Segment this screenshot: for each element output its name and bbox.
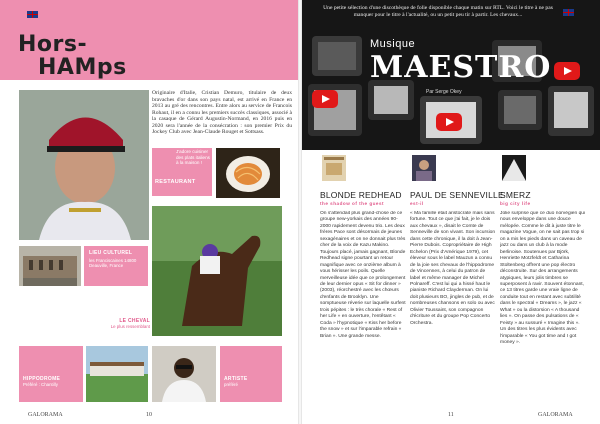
artist-3-name: SMERZ bbox=[500, 190, 531, 200]
horse-text: Le plus ressemblant bbox=[110, 324, 150, 329]
artist-box bbox=[220, 346, 282, 402]
youtube-play-icon-3[interactable] bbox=[554, 62, 580, 80]
cultural-venue-photo bbox=[19, 246, 81, 286]
racecourse-text: Préféré : Chantilly bbox=[23, 382, 58, 387]
album-cover-2 bbox=[412, 155, 436, 181]
uk-flag-icon-right bbox=[563, 9, 574, 16]
racecourse-label: HIPPODROME bbox=[23, 376, 61, 382]
grandstand-illustration bbox=[86, 346, 148, 402]
restaurant-quote: J'adore cuisiner des plats italiens à la maison ! bbox=[176, 149, 210, 165]
right-intro: Une petite sélection d'une discothèque de folie disponible chaque matin sur RTL. Voici le titre à ne pas manquer pour le titre à l'actualité, ou un petit peu tir à partir. Les chevaux... bbox=[323, 5, 553, 18]
album-cover-1-art bbox=[322, 155, 346, 181]
horse-caption bbox=[100, 318, 150, 329]
artist-3-tag: big city life bbox=[500, 201, 531, 206]
artist-3-text: Jolie surprise que ce duo norvégien qui nous enveloppe dans une douce mélopée. Comme le dit à juste titre le magazine Vogue, on ne sait pas trop si on a mis les pieds dans un caveau de jazz ou dans un club à la mode berlinoise. Soutenues par Björk, Henriette Motzfeldt et Catharina Stoltenberg offrent une pop électro déconstruite. Sur des arrangements atypiques, leurs jolis timbres se superposent à ravir. Souvent étonnant, ce 13 titres garde une vraie ligne de conduite tout en restant avec subtilité dans le spectral « Dreams », le jazz « What » ou la distorsion « A thousand lies ». On passe des pulsations de « Feisty » au sussuré « Imagine this ». Un des titres les plus évidents avec l'imparable « You got time and I got money ». bbox=[500, 211, 586, 346]
artist-text: préféré bbox=[224, 382, 238, 387]
artist-portrait-illustration bbox=[152, 346, 216, 402]
artist-1-text: On s'attendait plus grand-chose de ce groupe new-yorkais des années 90-2000 rapidement devenu trio. Les deux frères Pace sont désormais de jeunes sexagénaires et on ne donnait plus très cher de la voix de Kazu Makino. Toujours placé, jamais gagnant, Blonde Redhead signe pourtant un retour magnifique avec ce onzième album à vous hérisser les poils. Quelle merveilleuse idée que ce prolongement de leur dernier opus « Sit for dinner » (2003), réorchestré avec les chœurs d'enfants de Brooklyn. Une somptueuse réverie sur laquelle surfent trois pépites : le très chorale « Rest of her Life » en ouverture, l'entêtant « Coda » l'hypnotique « Kiss her before the snow » et sur l'imparable refrain « Brian ». Une grande messe. bbox=[320, 211, 406, 339]
racecourse-box bbox=[19, 346, 83, 402]
youtube-play-icon-2[interactable] bbox=[436, 113, 462, 131]
youtube-play-icon-1[interactable] bbox=[312, 90, 338, 108]
album-cover-1 bbox=[322, 155, 346, 181]
album-cover-2-art bbox=[412, 155, 436, 181]
left-page bbox=[0, 0, 298, 424]
byline: Par Serge Okey bbox=[426, 89, 462, 95]
cultural-venue-box bbox=[84, 246, 148, 286]
restaurant-label: RESTAURANT bbox=[155, 179, 196, 185]
right-page bbox=[302, 0, 600, 424]
uk-flag-icon bbox=[27, 11, 38, 18]
artist-1-tag: the shadow of the guest bbox=[320, 201, 385, 206]
maestro-logo: MAESTRO bbox=[370, 50, 552, 85]
folio-right-mag: GALORAMA bbox=[538, 412, 573, 418]
album-cover-3-art bbox=[502, 155, 526, 181]
horse-label: LE CHEVAL bbox=[119, 318, 150, 324]
racecourse-photo bbox=[86, 346, 148, 402]
jockey-illustration bbox=[19, 90, 149, 240]
title-line-1: Hors- bbox=[18, 32, 88, 57]
venue-label: LIEU CULTUREL bbox=[89, 250, 133, 256]
jockey-photo bbox=[19, 90, 149, 240]
artist-2-tag: est-il bbox=[410, 201, 424, 206]
artist-1-name: BLONDE REDHEAD bbox=[320, 190, 402, 200]
pasta-photo bbox=[216, 148, 280, 198]
folio-left-mag: GALORAMA bbox=[28, 412, 63, 418]
pasta-plate-illustration bbox=[216, 148, 280, 198]
artist-2-text: « Ma famille était aristocrate mais sans fortune. Tout ce que j'ai fait, je le dois aux chevaux », disait le Comte de Senneville de son vivant. Son incursion dans cette chronique, il la doit à Jean-Pierre Dubois. Copropriétaire de High Echelon (Prix d'Amérique 1979), cet éleveur sous le label Mauzun a connu de la joie ses chevaux de l'hippodrome de Vincennes, à celui du patron de label et même manager de Michel Polnareff. C'est lui qui a hissé haut le pianiste Richard Clayderman. On lui doit plusieurs BO, jingles de pub, et de nombreuses chansons en solo ou avec Olivier Toussaint, son compagnon d'écriture et du groupe Pop Concerto Orchestra. bbox=[410, 211, 496, 326]
page-title bbox=[18, 33, 127, 79]
folio-right-page: 11 bbox=[448, 412, 454, 418]
section-label: Musique bbox=[370, 38, 416, 50]
building-illustration bbox=[19, 246, 81, 286]
album-cover-3 bbox=[502, 155, 526, 181]
folio-left-page: 10 bbox=[146, 412, 152, 418]
racehorse-illustration bbox=[152, 206, 282, 336]
artist-label: ARTISTE bbox=[224, 376, 248, 382]
title-line-2: HAMps bbox=[38, 55, 127, 80]
intro-text: Originaire d'Italie, Cristian Demuro, titulaire de deux bravaches d'or dans son pays natal, est arrivé en France en 2013 au gré des rencontres. Entre alors au service de Francois Rohaut, il en a connu les premiers succès classiques, associé à la casaque de Gérard Augustin-Normand, en 2016 puis en 2020 sera l'année de la consécration : son premier Prix du Jockey Club avec Jean-Claude Rouget et Sottsass. bbox=[152, 90, 292, 135]
venue-text: les Franciscaines 14800 Deauville, France bbox=[89, 258, 137, 269]
racehorse-photo bbox=[152, 206, 282, 336]
artist-2-name: PAUL DE SENNEVILLE bbox=[410, 190, 504, 200]
artist-photo bbox=[152, 346, 216, 402]
